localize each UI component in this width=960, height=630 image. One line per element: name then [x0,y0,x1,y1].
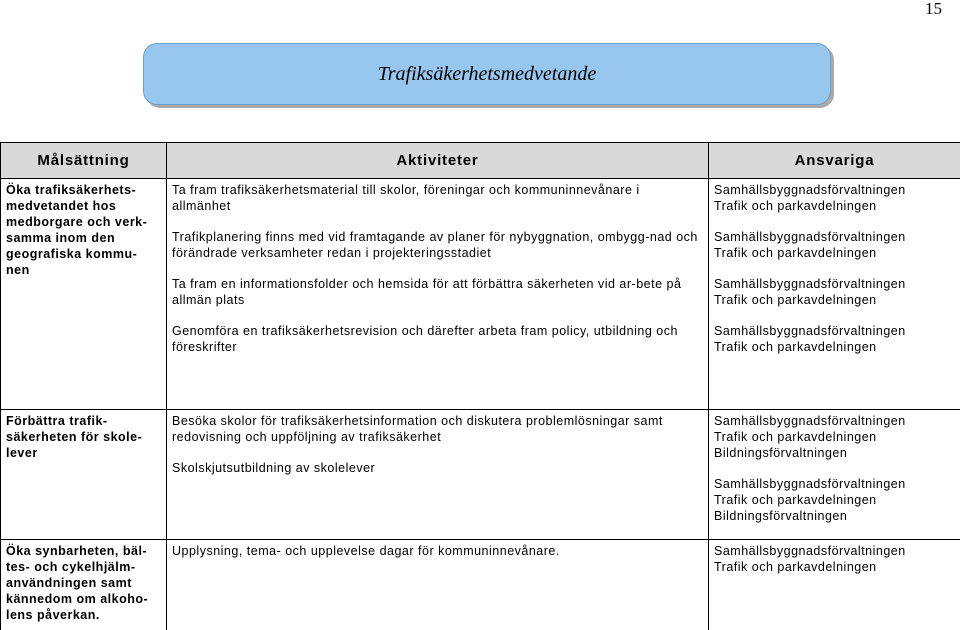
page-number: 15 [925,0,942,18]
responsible-text: Samhällsbyggnadsförvaltningen [714,476,954,492]
title-banner [143,43,831,105]
responsible-text: Samhällsbyggnadsförvaltningen [714,543,954,559]
responsible-text: Trafik och parkavdelningen [714,492,954,508]
responsible-text: Samhällsbyggnadsförvaltningen [714,413,954,429]
goal-cell: Förbättra trafik-säkerheten för skole-lever [1,410,167,540]
responsible-text: Bildningsförvaltningen [714,508,954,524]
responsible-text: Trafik och parkavdelningen [714,429,954,445]
responsible-cell [709,179,960,410]
responsible-column-header: Ansvariga [709,143,960,179]
responsible-cell [709,540,960,630]
responsible-text: Bildningsförvaltningen [714,445,954,461]
responsible-entry [714,276,954,308]
activity-text: Trafikplanering finns med vid framtagande av planer för nybyggnation, ombygg-nad och förändrade verksamheter redan i projekteringsstadiet [172,229,702,261]
header-row [1,143,960,179]
responsible-text: Trafik och parkavdelningen [714,198,954,214]
responsible-text: Samhällsbyggnadsförvaltningen [714,229,954,245]
activity-text: Besöka skolor för trafiksäkerhetsinformation och diskutera problemlösningar samt redovisning och uppföljning av trafiksäkerhet [172,413,702,445]
goal-cell: Öka trafiksäkerhets-medvetandet hos medborgare och verk-samma inom den geografiska kommu-nen [1,179,167,410]
activity-text: Upplysning, tema- och upplevelse dagar för kommuninnevånare. [172,543,702,559]
activity-text: Skolskjutsutbildning av skolelever [172,460,702,476]
table-row [1,179,960,410]
activity-text: Genomföra en trafiksäkerhetsrevision och därefter arbeta fram policy, utbildning och föreskrifter [172,323,702,355]
responsible-entry [714,323,954,355]
activity-text: Ta fram trafiksäkerhetsmaterial till skolor, föreningar och kommuninnevånare i allmänhet [172,182,702,214]
action-plan-table [0,142,960,630]
table-row [1,540,960,630]
table-row [1,410,960,540]
responsible-entry [714,229,954,261]
responsible-text: Trafik och parkavdelningen [714,339,954,355]
activities-cell [167,410,709,540]
goal-column-header: Målsättning [1,143,167,179]
responsible-text: Samhällsbyggnadsförvaltningen [714,323,954,339]
activities-column-header: Aktiviteter [167,143,709,179]
responsible-text: Samhällsbyggnadsförvaltningen [714,182,954,198]
responsible-text: Trafik och parkavdelningen [714,559,954,575]
responsible-entry [714,182,954,214]
responsible-text: Trafik och parkavdelningen [714,292,954,308]
responsible-text: Trafik och parkavdelningen [714,245,954,261]
responsible-cell [709,410,960,540]
goal-cell: Öka synbarheten, bäl-tes- och cykelhjälm-användningen samt kännedom om alkoho-lens påverkan. [1,540,167,630]
responsible-entry [714,413,954,461]
activity-text: Ta fram en informationsfolder och hemsida för att förbättra säkerheten vid ar-bete på allmän plats [172,276,702,308]
activities-cell [167,540,709,630]
responsible-entry [714,476,954,524]
responsible-entry [714,543,954,575]
page-title: Trafiksäkerhetsmedvetande [378,63,596,86]
responsible-text: Samhällsbyggnadsförvaltningen [714,276,954,292]
activities-cell [167,179,709,410]
